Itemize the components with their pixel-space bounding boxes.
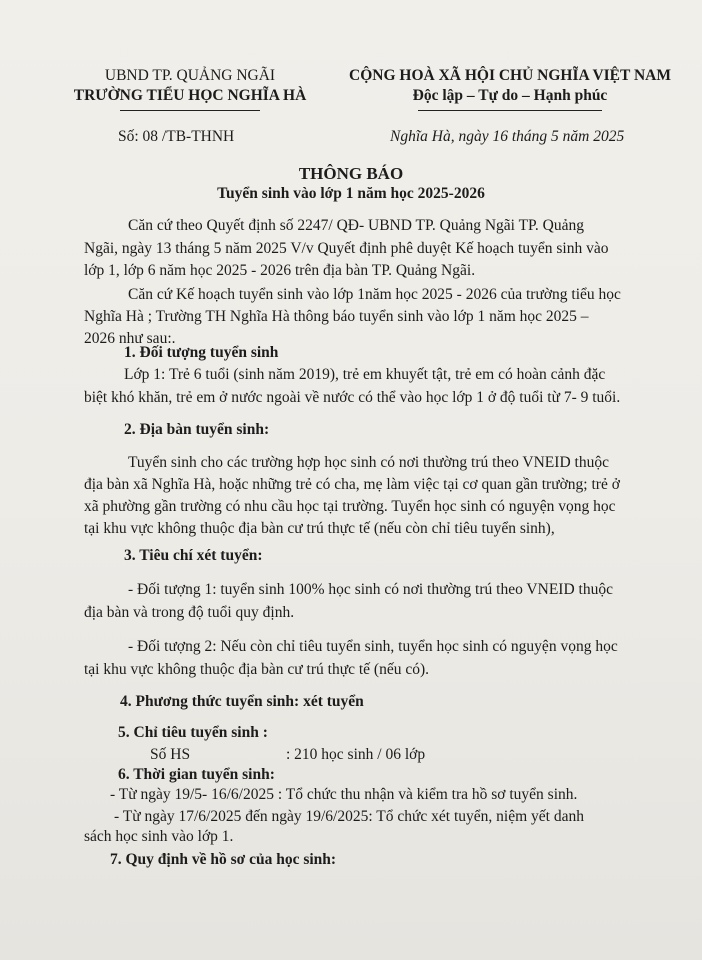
paragraph-line: - Từ ngày 19/5- 16/6/2025 : Tổ chức thu nhận và kiểm tra hồ sơ tuyển sinh.	[110, 786, 578, 803]
country-name: CỘNG HOÀ XÃ HỘI CHỦ NGHĨA VIỆT NAM	[349, 67, 671, 84]
issuing-authority	[60, 66, 320, 106]
authority-name: UBND TP. QUẢNG NGÃI	[104, 67, 276, 84]
section-heading: 3. Tiêu chí xét tuyển:	[124, 547, 263, 564]
section-heading: 4. Phương thức tuyển sinh: xét tuyển	[120, 693, 364, 710]
paragraph-line: Lớp 1: Trẻ 6 tuổi (sinh năm 2019), trẻ em khuyết tật, trẻ em có hoàn cảnh đặc	[124, 366, 606, 383]
paragraph-line: địa bàn và trong độ tuổi quy định.	[84, 604, 295, 621]
paragraph-line: Nghĩa Hà ; Trường TH Nghĩa Hà thông báo tuyển sinh vào lớp 1 năm học 2025 –	[84, 308, 589, 325]
quota-label: Số HS	[150, 746, 191, 763]
document-title: THÔNG BÁO	[298, 164, 404, 183]
paragraph-line: xã phường gần trường có nhu cầu học tại trường. Tuyển học sinh có nguyện vọng học	[84, 498, 616, 515]
paragraph-line: Căn cứ theo Quyết định số 2247/ QĐ- UBND TP. Quảng Ngãi TP. Quảng	[128, 217, 585, 234]
paragraph-line: địa bàn xã Nghĩa Hà, hoặc những trẻ có cha, mẹ làm việc tại cơ quan gần trường; trẻ ở	[84, 476, 620, 493]
dateline: Nghĩa Hà, ngày 16 tháng 5 năm 2025	[390, 128, 625, 145]
section-heading: 1. Đối tượng tuyển sinh	[124, 344, 279, 361]
header-underline-right	[418, 110, 602, 111]
document-number: Số: 08 /TB-THNH	[118, 128, 235, 145]
section-heading: 5. Chỉ tiêu tuyển sinh :	[118, 724, 268, 741]
paragraph-line: - Đối tượng 1: tuyển sinh 100% học sinh có nơi thường trú theo VNEID thuộc	[128, 581, 613, 598]
section-heading: 6. Thời gian tuyển sinh:	[118, 766, 275, 783]
paragraph-line: sách học sinh vào lớp 1.	[84, 828, 234, 845]
paragraph-line: - Từ ngày 17/6/2025 đến ngày 19/6/2025: Tổ chức xét tuyển, niệm yết danh	[114, 808, 584, 825]
paragraph-line: Tuyển sinh cho các trường hợp học sinh có nơi thường trú theo VNEID thuộc	[128, 454, 609, 471]
document-subtitle: Tuyển sinh vào lớp 1 năm học 2025-2026	[217, 185, 485, 202]
motto: Độc lập – Tự do – Hạnh phúc	[412, 87, 608, 104]
paragraph-line: tại khu vực không thuộc địa bàn cư trú thực tế (nếu còn chỉ tiêu tuyển sinh),	[84, 520, 555, 537]
paragraph-line: Ngãi, ngày 13 tháng 5 năm 2025 V/v Quyết định phê duyệt Kế hoạch tuyển sinh vào	[84, 240, 609, 257]
header-underline-left	[120, 110, 260, 111]
section-heading: 7. Quy định về hồ sơ của học sinh:	[110, 851, 337, 868]
school-name: TRƯỜNG TIỂU HỌC NGHĨA HÀ	[73, 87, 307, 104]
paragraph-line: Căn cứ Kế hoạch tuyển sinh vào lớp 1năm học 2025 - 2026 của trường tiểu học	[128, 286, 621, 303]
section-heading: 2. Địa bàn tuyển sinh:	[124, 421, 270, 438]
quota-value: : 210 học sinh / 06 lớp	[286, 746, 426, 763]
paragraph-line: tại khu vực không thuộc địa bàn cư trú thực tế (nếu có).	[84, 661, 430, 678]
paragraph-line: 2026 như sau:.	[84, 330, 176, 347]
paragraph-line: biệt khó khăn, trẻ em ở nước ngoài về nước có thể vào học lớp 1 ở độ tuổi từ 7- 9 tuổi.	[84, 389, 621, 406]
paragraph-line: - Đối tượng 2: Nếu còn chỉ tiêu tuyển sinh, tuyển học sinh có nguyện vọng học	[128, 638, 618, 655]
national-motto	[330, 66, 690, 106]
paragraph-line: lớp 1, lớp 6 năm học 2025 - 2026 trên địa bàn TP. Quảng Ngãi.	[84, 262, 476, 279]
